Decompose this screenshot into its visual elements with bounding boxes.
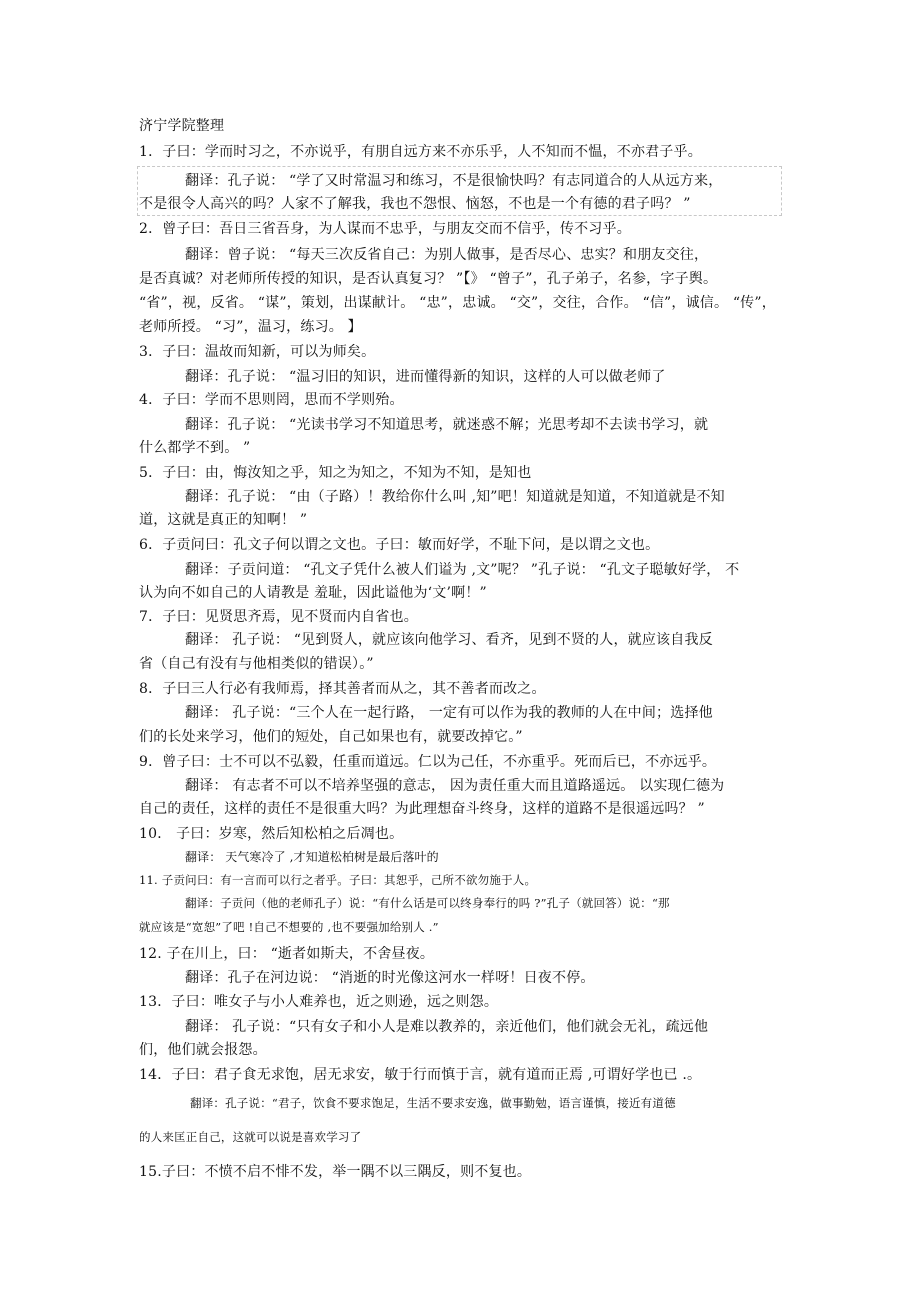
text-line: 认为向不如自己的人请教是 羞耻，因此谥他为‘文’啊！” [139, 585, 487, 601]
text-line: 9．曾子曰：士不可以不弘毅，任重而道远。仁以为己任，不亦重乎。死而后已，不亦远乎。 [139, 754, 717, 770]
text-line: 翻译： 孔子说：“三个人在一起行路， 一定有可以作为我的教师的人在中间；选择他 [185, 705, 713, 721]
text-line: 2．曾子曰：吾日三省吾身，为人谋而不忠乎，与朋友交而不信乎，传不习乎。 [139, 221, 631, 237]
text-line: 13．子曰：唯女子与小人难养也，近之则逊，远之则怨。 [139, 994, 499, 1010]
text-line: 翻译：子贡问（他的老师孔子）说：“有什么话是可以终身奉行的吗 ?”孔子（就回答）说：“那 [185, 896, 670, 910]
text-line: 翻译：子贡问道： “孔文子凭什么被人们谥为 ,文”呢？ ”孔子说： “孔文子聪敏好学， 不 [185, 562, 740, 578]
text-line: 8．子曰三人行必有我师焉，择其善者而从之，其不善者而改之。 [139, 681, 546, 697]
text-line: 翻译：曾子说： “每天三次反省自己：为别人做事，是否尽心、忠实？和朋友交往， [185, 247, 709, 263]
text-line: 3．子曰：温故而知新，可以为师矣。 [139, 344, 376, 360]
text-line: 10． 子曰：岁寒，然后知松柏之后凋也。 [139, 826, 404, 842]
text-line: 翻译： 天气寒冷了 ,才知道松柏树是最后落叶的 [185, 850, 439, 864]
text-line: 们的长处来学习，他们的短处，自己如果也有，就要改掉它。” [139, 729, 523, 745]
text-line: 不是很令人高兴的吗？人家不了解我，我也不怨恨、恼怒，不也是一个有德的君子吗？ ” [139, 196, 691, 212]
text-line: “省”，视，反省。 “谋”，策划，出谋献计。 “忠”，忠诚。 “交”，交往，合作。 “信”，诚信。 “传”， [139, 295, 776, 311]
text-line: 翻译：孔子说： “由（子路）！教给你什么叫 ,知”吧！知道就是知道，不知道就是不知 [185, 489, 725, 505]
text-line: 4．子曰：学而不思则罔，思而不学则殆。 [139, 392, 404, 408]
text-line: 15.子曰：不愤不启不悱不发，举一隅不以三隅反，则不复也。 [139, 1164, 532, 1180]
text-line: 12. 子在川上，曰： “逝者如斯夫，不舍昼夜。 [139, 946, 435, 962]
text-line: 翻译：孔子说： “光读书学习不知道思考，就迷惑不解；光思考却不去读书学习，就 [185, 417, 709, 433]
text-line: 翻译： 有志者不可以不培养坚强的意志， 因为责任重大而且道路遥远。 以实现仁德为 [185, 778, 725, 794]
document-title: 济宁学院整理 [139, 118, 225, 134]
text-line: 翻译： 孔子说：“只有女子和小人是难以教养的，亲近他们，他们就会无礼，疏远他 [185, 1019, 709, 1035]
text-line: 们，他们就会报怨。 [139, 1042, 267, 1058]
text-line: 5．子曰：由，悔汝知之乎，知之为知之，不知为不知，是知也 [139, 465, 532, 481]
text-line: 自己的责任，这样的责任不是很重大吗？为此理想奋斗终身，这样的道路不是很遥远吗？ ” [139, 801, 705, 817]
text-line: 翻译：孔子在河边说： “消逝的时光像这河水一样呀！日夜不停。 [185, 970, 595, 986]
text-line: 翻译：孔子说：“君子，饮食不要求饱足，生活不要求安逸，做事勤勉，语言谨慎，接近有道德 [190, 1096, 676, 1110]
text-line: 11. 子贡问曰：有一言而可以行之者乎。子曰：其恕乎，己所不欲勿施于人。 [139, 873, 537, 887]
text-line: 就应该是“宽恕”了吧 !自己不想要的 ,也不要强加给别人 .” [139, 920, 439, 934]
text-line: 的人来匡正自己，这就可以说是喜欢学习了 [139, 1130, 362, 1144]
text-line: 老师所授。 “习”，温习，练习。 】 [139, 319, 362, 335]
text-line: 是否真诚？对老师所传授的知识，是否认真复习？ ”【》 “曾子”，孔子弟子，名参，字子舆。 [139, 271, 718, 287]
text-line: 14．子曰：君子食无求饱，居无求安，敏于行而慎于言，就有道而正焉 ,可谓好学也已 .。 [139, 1067, 702, 1083]
text-line: 1．子曰：学而时习之，不亦说乎，有朋自远方来不亦乐乎，人不知而不愠，不亦君子乎。 [139, 144, 702, 160]
text-line: 6．子贡问曰：孔文子何以谓之文也。子曰：敏而好学，不耻下问，是以谓之文也。 [139, 537, 660, 553]
text-line: 翻译：孔子说： “温习旧的知识，进而懂得新的知识，这样的人可以做老师了 [185, 369, 666, 385]
text-line: 翻译： 孔子说： “见到贤人，就应该向他学习、看齐，见到不贤的人，就应该自我反 [185, 632, 713, 648]
text-line: 什么都学不到。 ” [139, 440, 251, 456]
text-line: 省（自己有没有与他相类似的错误）。” [139, 656, 374, 672]
text-line: 翻译：孔子说： “学了又时常温习和练习，不是很愉快吗？有志同道合的人从远方来， [185, 173, 723, 189]
text-line: 道，这就是真正的知啊！ ” [139, 512, 308, 528]
text-line: 7．子曰：见贤思齐焉，见不贤而内自省也。 [139, 609, 418, 625]
